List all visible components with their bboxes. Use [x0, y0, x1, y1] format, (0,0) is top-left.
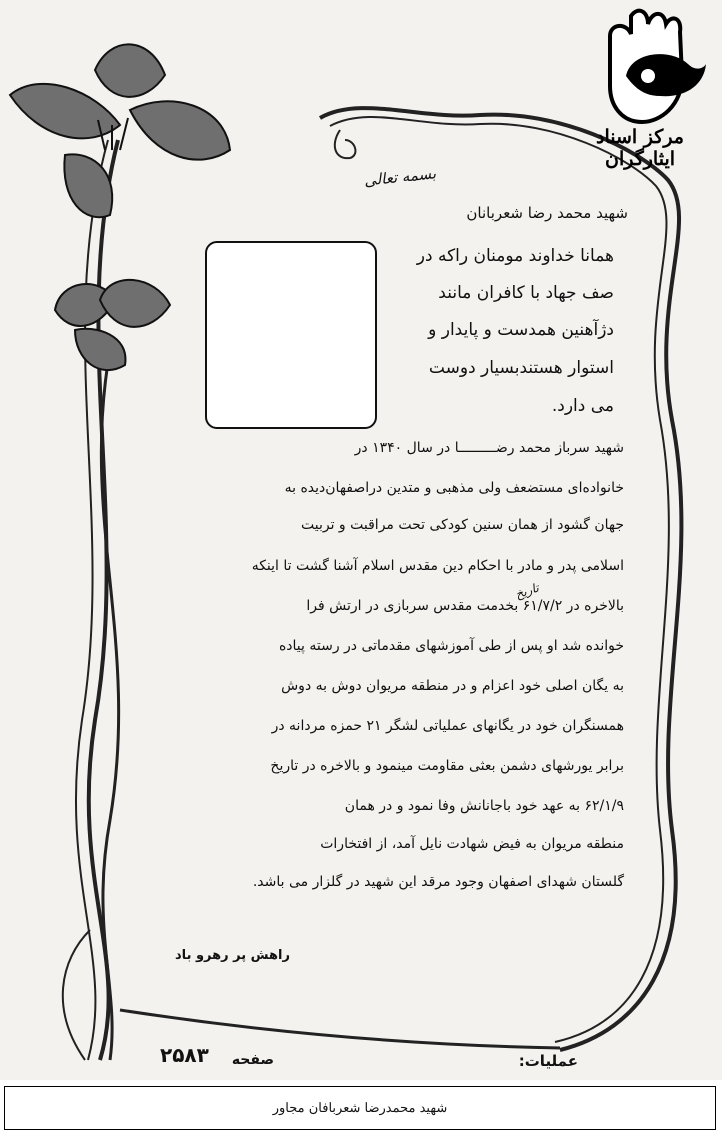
portrait-photo-frame	[205, 241, 377, 429]
caption-box	[4, 1086, 716, 1130]
body-line: برابر یورشهای دشمن بعثی مقاومت مینمود و بالاخره در تاریخ	[270, 758, 624, 774]
body-line: منطقه مریوان به فیض شهادت نایل آمد، از افتخارات	[320, 836, 624, 852]
closing-line: راهش پر رهرو باد	[175, 948, 290, 963]
quote-line: صف جهاد با کافران مانند	[438, 283, 614, 303]
quote-line: دژآهنین همدست و پایدار و	[428, 320, 614, 340]
body-line: شهید سرباز محمد رضـــــــــا در سال ۱۳۴۰ در	[354, 440, 624, 456]
hand-bird-emblem-icon	[596, 6, 706, 126]
body-line: ۶۲/۱/۹ به عهد خود باجانانش وفا نمود و در همان	[344, 798, 624, 814]
body-line: جهان گشود از همان سنین کودکی تحت مراقبت و تربیت	[300, 517, 624, 533]
body-line: گلستان شهدای اصفهان وجود مرقد این شهید در گلزار می باشد.	[252, 874, 624, 890]
body-line: به یگان اصلی خود اعزام و در منطقه مریوان دوش به دوش	[281, 678, 624, 694]
page-number: ۲۵۸۳	[160, 1043, 209, 1067]
body-line: بالاخره در ۶۱/۷/۲ بخدمت مقدس سربازی در ارتش فرا	[306, 598, 624, 614]
handwritten-annotation: تاریخ	[513, 580, 541, 602]
archive-logo-caption: مرکز اسناد ایثارگران	[596, 126, 684, 170]
quote-line: همانا خداوند مومنان راکه در	[416, 246, 614, 266]
body-line: خانواده‌ای مستضعف ولی مذهبی و متدین دراصفهان‌دیده به	[284, 480, 624, 496]
quote-line: می دارد.	[551, 396, 614, 416]
middle-flower	[55, 280, 170, 370]
caption-text: شهید محمدرضا شعربافان مجاور	[272, 1100, 448, 1116]
operations-label: عملیات:	[518, 1052, 578, 1070]
body-line: همسنگران خود در یگانهای عملیاتی لشگر ۲۱ حمزه مردانه در	[271, 718, 624, 734]
bismillah-heading: بسمه تعالی	[363, 164, 437, 190]
page-label: صفحه	[231, 1052, 274, 1068]
body-line: خوانده شد او پس از طی آموزشهای مقدماتی در رسته پیاده	[278, 638, 624, 654]
body-line: اسلامی پدر و مادر با احکام دین مقدس اسلام آشنا گشت تا اینکه	[251, 558, 624, 574]
martyr-name-line: شهید محمد رضا شعربانان	[466, 204, 628, 222]
quote-line: استوار هستندبسیار دوست	[428, 358, 614, 378]
top-flower	[10, 44, 230, 217]
